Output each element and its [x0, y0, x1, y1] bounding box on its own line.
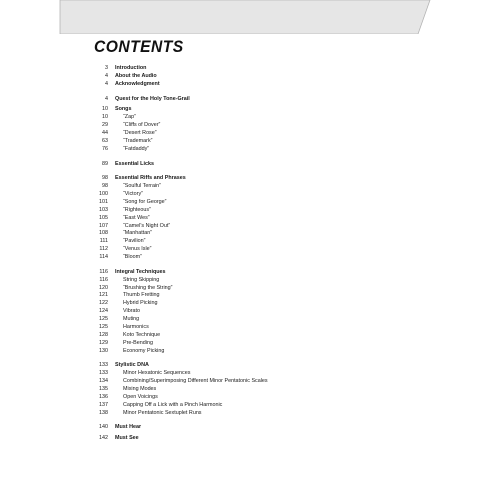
toc-section-row	[60, 424, 460, 432]
toc-entry-row	[60, 223, 460, 231]
toc-entry-row	[60, 215, 460, 223]
toc-section-row	[60, 65, 460, 73]
toc-entry-row	[60, 394, 460, 402]
toc-page-number: 4	[105, 95, 108, 102]
toc-entry-title: “Cliffs of Dover”	[123, 122, 161, 129]
toc-entry-title: “Desert Rose”	[123, 130, 157, 137]
toc-page-number: 138	[99, 409, 108, 416]
toc-entry-row	[60, 340, 460, 348]
toc-page-number: 120	[99, 284, 108, 291]
toc-entry-title: “Pavilion”	[123, 238, 146, 245]
toc-entry-title: Essential Riffs and Phrases	[115, 175, 186, 182]
toc-entry-row	[60, 370, 460, 378]
toc-page-number: 135	[99, 385, 108, 392]
toc-entry-title: “Victory”	[123, 191, 143, 198]
toc-section-row	[60, 81, 460, 89]
toc-page-number: 136	[99, 393, 108, 400]
toc-entry-title: “Bloom”	[123, 254, 142, 261]
toc-entry-title: “Venus Isle”	[123, 246, 152, 253]
toc-page-number: 114	[99, 254, 108, 261]
toc-page-number: 10	[102, 114, 108, 121]
toc-entry-title: “East Wes”	[123, 214, 150, 221]
toc-entry-title: Economy Picking	[123, 347, 165, 354]
toc-entry-row	[60, 183, 460, 191]
toc-entry-row	[60, 332, 460, 340]
toc-page-number: 134	[99, 378, 108, 385]
toc-entry-title: Minor Pentatonic Sextuplet Runs	[123, 409, 202, 416]
toc-entry-row	[60, 146, 460, 154]
toc-entry-title: Vibrato	[123, 308, 140, 315]
toc-page-number: 107	[99, 222, 108, 229]
toc-entry-row	[60, 199, 460, 207]
toc-entry-row	[60, 246, 460, 254]
toc-page-number: 122	[99, 300, 108, 307]
toc-page-number: 130	[99, 347, 108, 354]
toc-entry-title: Combining/Superimposing Different Minor Pentatonic Scales	[123, 378, 268, 385]
toc-entry-title: Pre-Bending	[123, 339, 153, 346]
toc-page-number: 125	[99, 316, 108, 323]
toc-page-number: 111	[99, 238, 108, 245]
toc-entry-row	[60, 207, 460, 215]
toc-entry-row	[60, 348, 460, 356]
toc-entry-row	[60, 122, 460, 130]
page-title: CONTENTS	[94, 37, 184, 56]
toc-entry-row	[60, 378, 460, 386]
toc-page-number: 44	[102, 130, 108, 137]
toc-entry-title: Introduction	[115, 65, 147, 71]
toc-page-number: 140	[99, 424, 108, 431]
toc-page-number: 4	[105, 80, 108, 87]
toc-entry-title: Acknowledgment	[115, 80, 160, 87]
toc-entry-title: Stylistic DNA	[115, 362, 149, 369]
toc-entry-title: “Manhattan”	[123, 230, 153, 237]
toc-section-row	[60, 161, 460, 169]
toc-page-number: 3	[105, 65, 108, 71]
toc-page-number: 133	[99, 370, 108, 377]
toc-section-row	[60, 435, 460, 443]
toc-section-row	[60, 106, 460, 114]
toc-entry-row	[60, 285, 460, 293]
toc-page-number: 121	[99, 292, 108, 299]
toc-page-number: 108	[99, 230, 108, 237]
toc-entry-title: Songs	[115, 106, 132, 113]
toc-section-row	[60, 269, 460, 277]
toc-entry-row	[60, 308, 460, 316]
toc-entry-title: Hybrid Picking	[123, 300, 158, 307]
toc-entry-title: Harmonics	[123, 323, 149, 330]
toc-entry-row	[60, 324, 460, 332]
toc-entry-title: String Skipping	[123, 276, 160, 283]
toc-page-number: 10	[102, 106, 108, 113]
toc-page-number: 4	[105, 72, 108, 79]
toc-page-number: 29	[102, 122, 108, 129]
toc-entry-title: “Soulful Terrain”	[123, 183, 161, 190]
toc-entry-title: Essential Licks	[115, 160, 154, 167]
toc-page-number: 142	[99, 435, 108, 442]
toc-entry-title: About the Audio	[115, 72, 157, 79]
toc-page-number: 116	[99, 276, 108, 283]
header-band-fill	[60, 0, 430, 34]
toc-page-number: 125	[99, 323, 108, 330]
toc-entry-row	[60, 130, 460, 138]
toc-entry-title: Must See	[115, 435, 139, 442]
toc-entry-title: Must Hear	[115, 424, 142, 431]
toc-entry-row	[60, 386, 460, 394]
header-band	[0, 0, 500, 34]
toc-entry-title: Quest for the Holy Tone-Grail	[115, 95, 190, 102]
toc-section-row	[60, 73, 460, 81]
toc-page-number: 89	[102, 160, 108, 167]
toc-entry-title: “Trademark”	[123, 137, 153, 144]
toc-entry-row	[60, 191, 460, 199]
toc-entry-title: “Zap”	[123, 114, 136, 121]
toc-entry-row	[60, 254, 460, 262]
toc-entry-title: Capping Off a Lick with a Pinch Harmonic	[123, 401, 223, 408]
toc-entry-title: Thumb Fretting	[123, 292, 160, 299]
toc-entry-title: Mixing Modes	[123, 385, 157, 392]
toc-page-number: 112	[99, 246, 108, 253]
toc-page-number: 129	[99, 339, 108, 346]
toc-page-number: 100	[99, 191, 108, 198]
toc-page-number: 124	[99, 308, 108, 315]
toc-entry-title: “Brushing the String”	[123, 284, 173, 291]
toc-entry-title: Koto Technique	[123, 331, 161, 338]
toc-page-number: 63	[102, 137, 108, 144]
toc-page-number: 103	[99, 206, 108, 213]
toc-section-row	[60, 96, 460, 104]
toc-entry-row	[60, 114, 460, 122]
toc-entry-row	[60, 402, 460, 410]
toc-entry-title: Integral Techniques	[115, 268, 166, 275]
toc-entry-row	[60, 230, 460, 238]
toc-section-row	[60, 362, 460, 370]
header-band-shape	[0, 0, 500, 34]
toc-entry-row	[60, 138, 460, 146]
toc-entry-title: Open Voicings	[123, 393, 158, 400]
toc-page-number: 98	[102, 175, 108, 182]
toc-entry-row	[60, 238, 460, 246]
toc-page-number: 116	[99, 268, 108, 275]
toc-page-number: 137	[99, 401, 108, 408]
toc-page-number: 133	[99, 362, 108, 369]
toc-entry-title: “Righteous”	[123, 206, 151, 213]
toc-entry-row	[60, 300, 460, 308]
toc-entry-title: “Fatdaddy”	[123, 145, 150, 152]
toc-entry-title: “Song for George”	[123, 199, 167, 206]
toc-page-number: 128	[99, 331, 108, 338]
toc-entry-title: Minor Hexatonic Sequences	[123, 370, 191, 377]
toc-entry-row	[60, 410, 460, 418]
toc-entry-row	[60, 277, 460, 285]
table-of-contents	[60, 65, 460, 443]
toc-section-row	[60, 175, 460, 183]
toc-page-number: 105	[99, 214, 108, 221]
toc-page-number: 101	[99, 199, 108, 206]
toc-page-number: 76	[102, 145, 108, 152]
toc-entry-row	[60, 292, 460, 300]
toc-entry-title: Muting	[123, 316, 140, 323]
toc-page-number: 98	[102, 183, 108, 190]
toc-entry-row	[60, 316, 460, 324]
toc-entry-title: “Camel's Night Out”	[123, 222, 171, 229]
